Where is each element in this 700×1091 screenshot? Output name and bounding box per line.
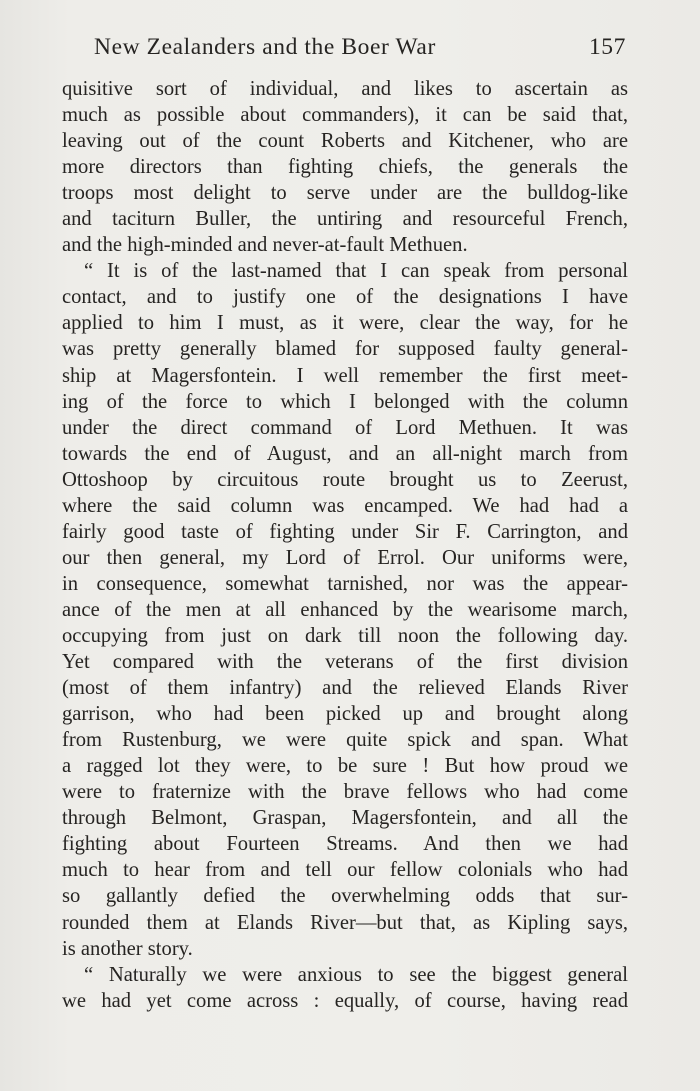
text-line: ing of the force to which I belonged with the column — [62, 390, 628, 413]
page-number: 157 — [588, 34, 626, 60]
text-line: a ragged lot they were, to be sure ! But how proud we — [62, 755, 628, 778]
text-line: (most of them infantry) and the relieved Elands River — [62, 677, 628, 700]
running-title: New Zealanders and the Boer War — [94, 34, 436, 60]
text-line: is another story. — [62, 937, 193, 960]
text-line: so gallantly defied the overwhelming odds that sur- — [62, 885, 628, 908]
text-line: under the direct command of Lord Methuen. It was — [62, 416, 628, 439]
text-line: more directors than fighting chiefs, the generals the — [62, 156, 628, 179]
text-line: and the high-minded and never-at-fault Methuen. — [62, 234, 468, 257]
text-line: in consequence, somewhat tarnished, nor was the appear- — [62, 572, 628, 595]
text-line: much as possible about commanders), it can be said that, — [62, 104, 628, 127]
text-line: ance of the men at all enhanced by the wearisome march, — [62, 598, 628, 621]
body-text — [62, 76, 628, 1014]
text-line: our then general, my Lord of Errol. Our uniforms were, — [62, 546, 628, 569]
text-line: garrison, who had been picked up and brought along — [62, 703, 628, 726]
text-line: we had yet come across : equally, of course, having read — [62, 989, 628, 1012]
text-line: “ It is of the last-named that I can speak from personal — [84, 260, 628, 283]
text-line: through Belmont, Graspan, Magersfontein, and all the — [62, 807, 628, 830]
running-head — [94, 34, 630, 66]
text-line: Yet compared with the veterans of the first division — [62, 651, 628, 674]
text-line: ship at Magersfontein. I well remember the first meet- — [62, 364, 628, 387]
text-line: much to hear from and tell our fellow colonials who had — [62, 859, 628, 882]
text-line: and taciturn Buller, the untiring and resourceful French, — [62, 208, 628, 231]
text-line: was pretty generally blamed for supposed faulty general- — [62, 338, 628, 361]
text-line: applied to him I must, as it were, clear the way, for he — [62, 312, 628, 335]
text-line: towards the end of August, and an all-night march from — [62, 442, 628, 465]
text-line: where the said column was encamped. We had had a — [62, 494, 628, 517]
text-line: quisitive sort of individual, and likes to ascertain as — [62, 78, 628, 100]
text-line: Ottoshoop by circuitous route brought us to Zeerust, — [62, 468, 628, 491]
text-line: “ Naturally we were anxious to see the biggest general — [84, 963, 628, 986]
text-line: were to fraternize with the brave fellows who had come — [62, 781, 628, 804]
text-line: fairly good taste of fighting under Sir F. Carrington, and — [62, 520, 628, 543]
text-line: from Rustenburg, we were quite spick and span. What — [62, 729, 628, 752]
text-line: rounded them at Elands River—but that, as Kipling says, — [62, 911, 628, 934]
text-line: troops most delight to serve under are the bulldog-like — [62, 182, 628, 205]
text-line: leaving out of the count Roberts and Kitchener, who are — [62, 130, 628, 153]
text-line: contact, and to justify one of the designations I have — [62, 286, 628, 309]
text-line: occupying from just on dark till noon the following day. — [62, 624, 628, 647]
text-line: fighting about Fourteen Streams. And then we had — [62, 833, 628, 856]
